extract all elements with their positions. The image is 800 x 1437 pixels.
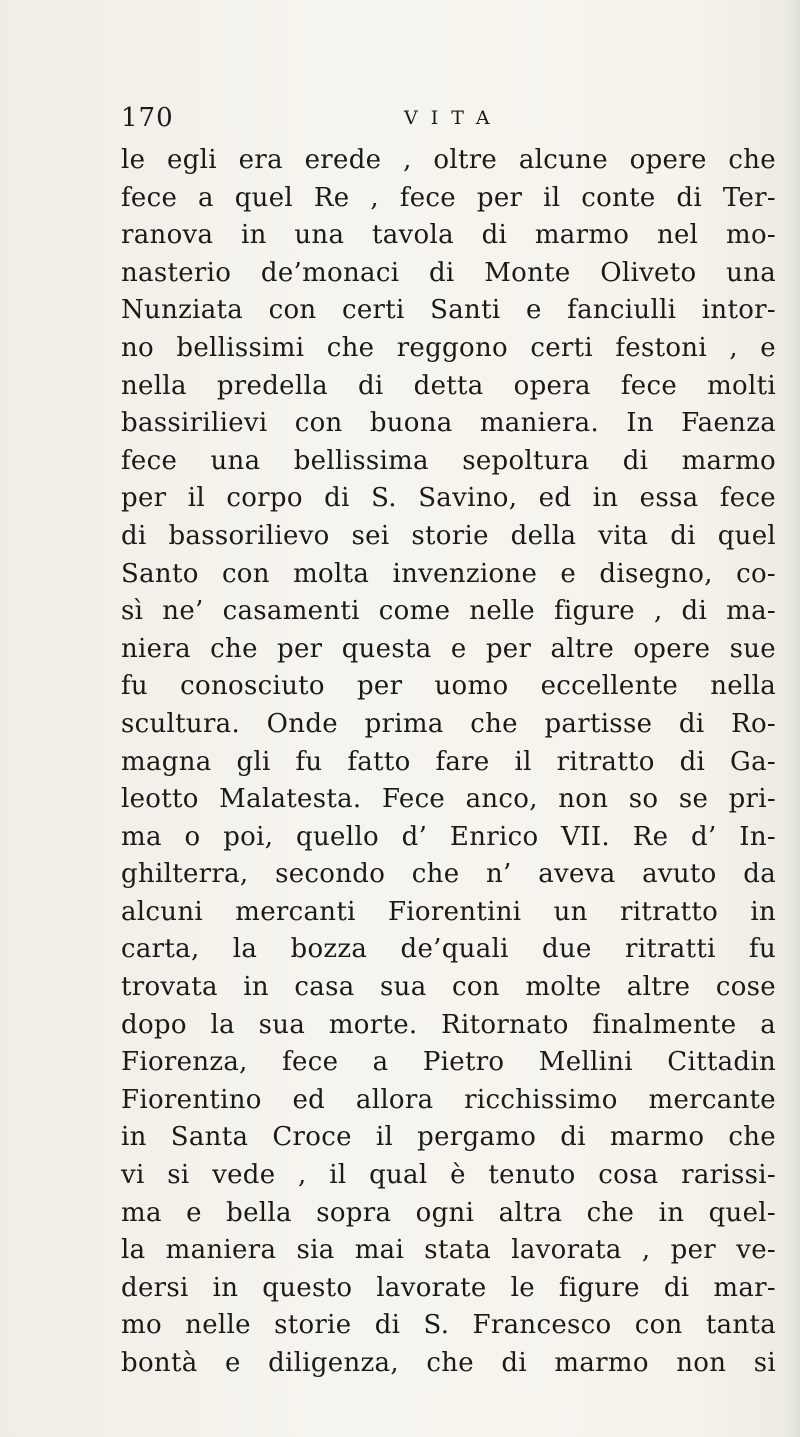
text-line: nella predella di detta opera fece molti	[121, 370, 776, 401]
page-header	[121, 103, 503, 137]
text-line: fece una bellissima sepoltura di marmo	[121, 445, 776, 476]
text-line: niera che per questa e per altre opere sue	[121, 633, 776, 664]
text-line: nasterio de’monaci di Monte Oliveto una	[121, 257, 776, 288]
text-line: bontà e diligenza, che di marmo non si	[121, 1348, 776, 1378]
page-number: 170	[121, 103, 174, 133]
text-line: mo nelle storie di S. Francesco con tanta	[121, 1310, 776, 1341]
text-line: magna gli fu fatto fare il ritratto di Ga-	[121, 746, 776, 777]
text-line: ranova in una tavola di marmo nel mo-	[121, 220, 776, 251]
text-line: dopo la sua morte. Ritornato finalmente a	[121, 1009, 776, 1040]
page-edge-shadow	[786, 0, 800, 1437]
text-line: ma e bella sopra ogni altra che in quel-	[121, 1197, 776, 1228]
text-line: la maniera sia mai stata lavorata , per ve-	[121, 1235, 776, 1266]
text-line: ma o poi, quello d’ Enrico VII. Re d’ In-	[121, 821, 776, 852]
text-line: alcuni mercanti Fiorentini un ritratto in	[121, 896, 776, 927]
text-line: le egli era erede , oltre alcune opere che	[121, 145, 776, 175]
text-line: scultura. Onde prima che partisse di Ro-	[121, 708, 776, 739]
text-line: no bellissimi che reggono certi festoni , e	[121, 332, 776, 363]
text-line: carta, la bozza de’quali due ritratti fu	[121, 934, 776, 965]
text-line: Santo con molta invenzione e disegno, co-	[121, 558, 776, 589]
text-line: Nunziata con certi Santi e fanciulli intor-	[121, 295, 776, 326]
text-line: Fiorenza, fece a Pietro Mellini Cittadin	[121, 1047, 776, 1078]
text-line: trovata in casa sua con molte altre cose	[121, 972, 776, 1003]
text-line: ghilterra, secondo che n’ aveva avuto da	[121, 859, 776, 890]
text-line: Fiorentino ed allora ricchissimo mercante	[121, 1084, 776, 1115]
text-line: fu conosciuto per uomo eccellente nella	[121, 671, 776, 702]
text-line: in Santa Croce il pergamo di marmo che	[121, 1122, 776, 1153]
text-line: di bassorilievo sei storie della vita di quel	[121, 520, 776, 551]
text-line: dersi in questo lavorate le figure di mar-	[121, 1272, 776, 1303]
text-line: fece a quel Re , fece per il conte di Ter-	[121, 182, 776, 213]
text-line: per il corpo di S. Savino, ed in essa fece	[121, 483, 776, 514]
running-head: VITA	[404, 107, 503, 129]
text-line: vi si vede , il qual è tenuto cosa rarissi-	[121, 1160, 776, 1191]
body-text	[121, 142, 776, 1383]
text-line: bassirilievi con buona maniera. In Faenza	[121, 408, 776, 439]
text-line: leotto Malatesta. Fece anco, non so se pri-	[121, 784, 776, 815]
text-line: sì ne’ casamenti come nelle figure , di ma-	[121, 596, 776, 627]
